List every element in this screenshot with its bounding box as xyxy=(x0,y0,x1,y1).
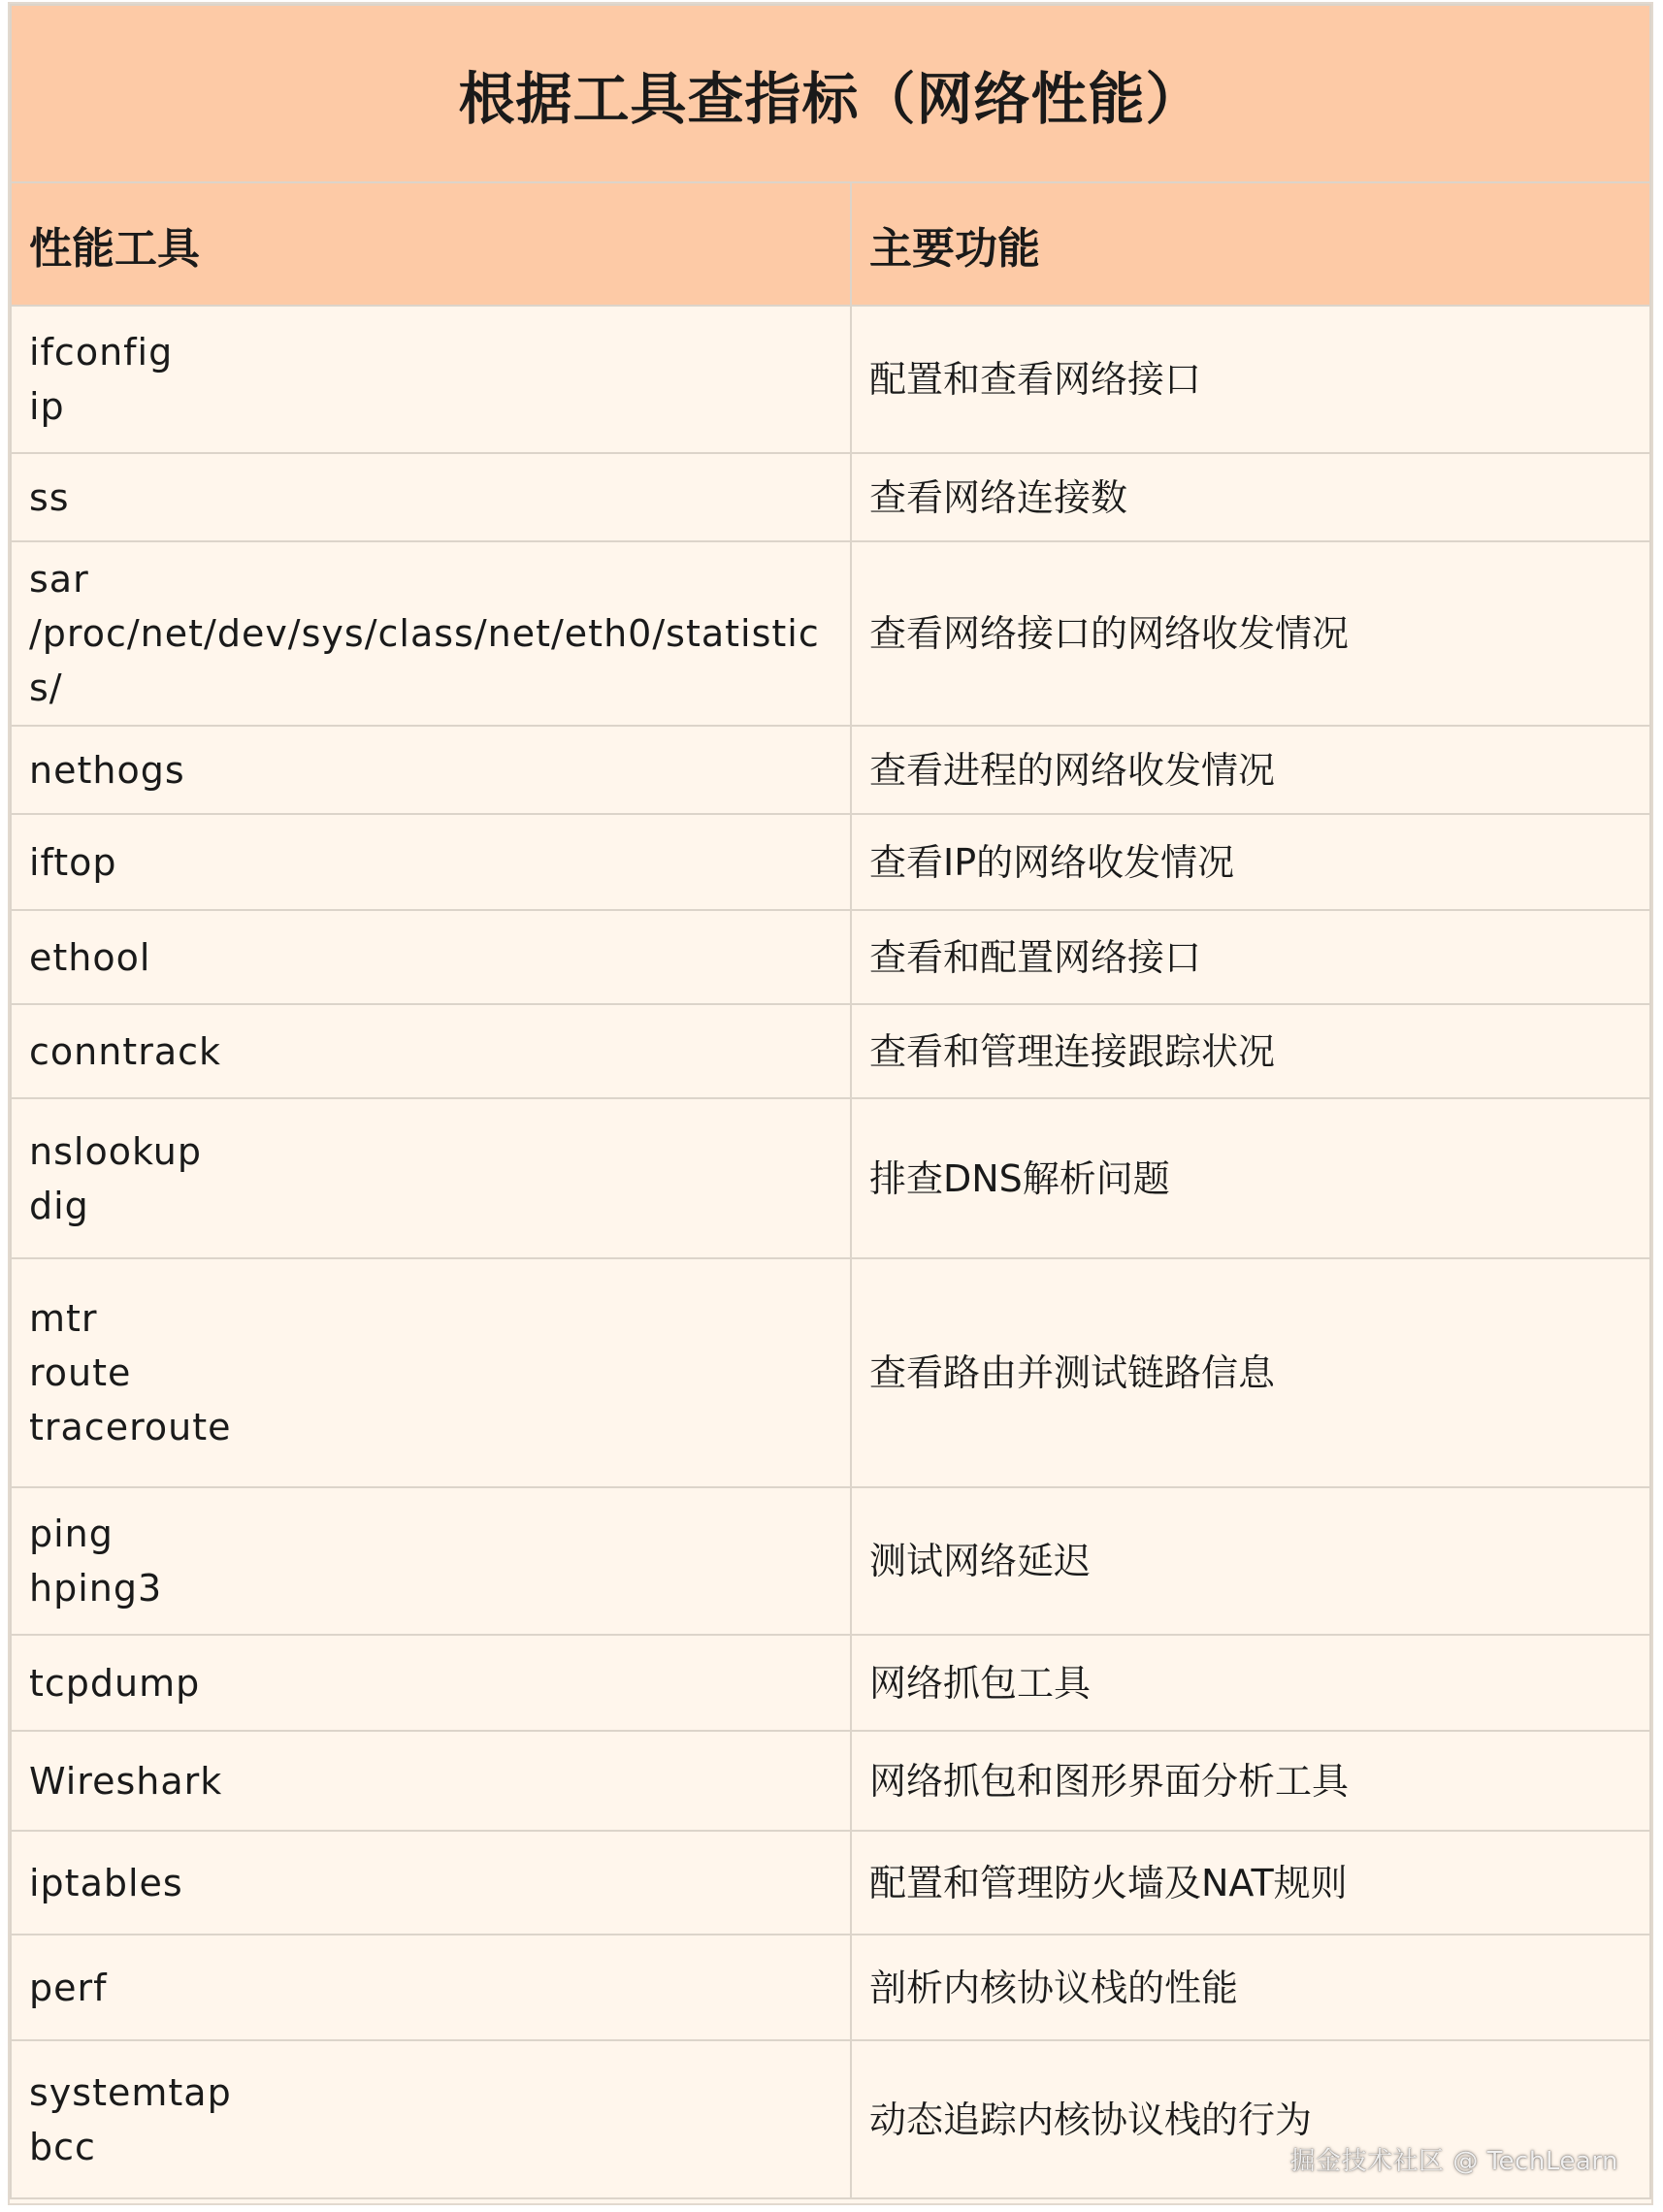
tool-name: ip xyxy=(29,385,65,428)
table-body xyxy=(11,306,1650,2198)
tool-cell xyxy=(11,726,851,814)
function-text: 配置和管理防火墙及NAT规则 xyxy=(869,1861,1348,1904)
table-row xyxy=(11,910,1650,1004)
tool-name: traceroute xyxy=(29,1406,232,1448)
tool-name: conntrack xyxy=(29,1029,222,1073)
function-cell xyxy=(851,910,1650,1004)
function-cell xyxy=(851,726,1650,814)
function-cell xyxy=(851,453,1650,541)
tool-cell xyxy=(11,541,851,726)
function-text: 排查DNS解析问题 xyxy=(869,1156,1170,1200)
table-row xyxy=(11,453,1650,541)
tool-name: nslookup xyxy=(29,1129,202,1173)
tool-name: bcc xyxy=(29,2125,96,2168)
column-header-function: 主要功能 xyxy=(851,182,1650,306)
tool-name: nethogs xyxy=(29,748,185,792)
function-cell xyxy=(851,1487,1650,1635)
tool-cell xyxy=(11,2040,851,2198)
function-cell xyxy=(851,1635,1650,1731)
table-row xyxy=(11,1635,1650,1731)
function-cell xyxy=(851,1098,1650,1258)
function-text: 查看进程的网络收发情况 xyxy=(869,748,1276,792)
function-text: 网络抓包工具 xyxy=(869,1661,1092,1705)
table-title-row xyxy=(11,5,1650,182)
column-header-tool: 性能工具 xyxy=(11,182,851,306)
function-cell xyxy=(851,814,1650,910)
tool-name: mtr xyxy=(29,1297,98,1340)
table-title: 根据工具查指标（网络性能） xyxy=(11,5,1650,182)
tool-cell xyxy=(11,814,851,910)
tool-name: ping xyxy=(29,1513,114,1555)
tool-cell xyxy=(11,1004,851,1098)
function-cell xyxy=(851,306,1650,453)
function-text: 查看IP的网络收发情况 xyxy=(869,840,1235,884)
tool-name: systemtap xyxy=(29,2070,232,2114)
function-cell xyxy=(851,1935,1650,2040)
table-row xyxy=(11,1258,1650,1487)
function-cell xyxy=(851,1731,1650,1831)
tool-name: hping3 xyxy=(29,1567,163,1610)
table-row xyxy=(11,1831,1650,1935)
tool-cell xyxy=(11,1487,851,1635)
function-text: 动态追踪内核协议栈的行为 xyxy=(869,2098,1313,2141)
function-text: 网络抓包和图形界面分析工具 xyxy=(869,1759,1350,1803)
table-row xyxy=(11,541,1650,726)
network-tools-table xyxy=(10,4,1651,2199)
tool-cell xyxy=(11,1831,851,1935)
tool-cell xyxy=(11,1635,851,1731)
watermark-text: 掘金技术社区 @ TechLearn xyxy=(1289,2147,1618,2176)
function-cell xyxy=(851,1258,1650,1487)
table-row xyxy=(11,306,1650,453)
tool-name: tcpdump xyxy=(29,1661,201,1705)
table-row xyxy=(11,1935,1650,2040)
function-text: 查看路由并测试链路信息 xyxy=(869,1351,1276,1394)
function-text: 查看和配置网络接口 xyxy=(869,935,1202,979)
function-cell xyxy=(851,1004,1650,1098)
tool-cell xyxy=(11,1098,851,1258)
function-text: 测试网络延迟 xyxy=(869,1540,1092,1582)
tool-name: dig xyxy=(29,1184,89,1227)
tool-name: route xyxy=(29,1351,132,1394)
table-row xyxy=(11,1731,1650,1831)
tool-cell xyxy=(11,1935,851,2040)
function-text: 剖析内核协议栈的性能 xyxy=(869,1966,1239,2009)
table-header-row xyxy=(11,182,1650,306)
tool-name: sar xyxy=(29,558,89,601)
tool-name: perf xyxy=(29,1966,108,2009)
tool-name: Wireshark xyxy=(29,1759,223,1803)
function-text: 查看网络连接数 xyxy=(869,475,1128,519)
function-text: 配置和查看网络接口 xyxy=(869,358,1202,401)
table-row xyxy=(11,1487,1650,1635)
table-row xyxy=(11,1098,1650,1258)
tool-name: /proc/net/dev/sys/class/net/eth0/statistics/ xyxy=(29,612,820,709)
function-cell xyxy=(851,1831,1650,1935)
function-text: 查看和管理连接跟踪状况 xyxy=(869,1029,1276,1073)
table-row xyxy=(11,1004,1650,1098)
tool-name: ifconfig xyxy=(29,331,174,374)
function-cell xyxy=(851,541,1650,726)
tool-cell xyxy=(11,306,851,453)
tool-name: iptables xyxy=(29,1861,183,1904)
table-row xyxy=(11,814,1650,910)
tool-cell xyxy=(11,453,851,541)
tool-name: ethool xyxy=(29,935,151,979)
network-tools-table-card xyxy=(8,2,1653,2205)
tool-name: iftop xyxy=(29,840,117,884)
tool-cell xyxy=(11,1258,851,1487)
tool-cell xyxy=(11,1731,851,1831)
tool-cell xyxy=(11,910,851,1004)
function-text: 查看网络接口的网络收发情况 xyxy=(869,612,1350,655)
table-row xyxy=(11,726,1650,814)
tool-name: ss xyxy=(29,475,70,519)
